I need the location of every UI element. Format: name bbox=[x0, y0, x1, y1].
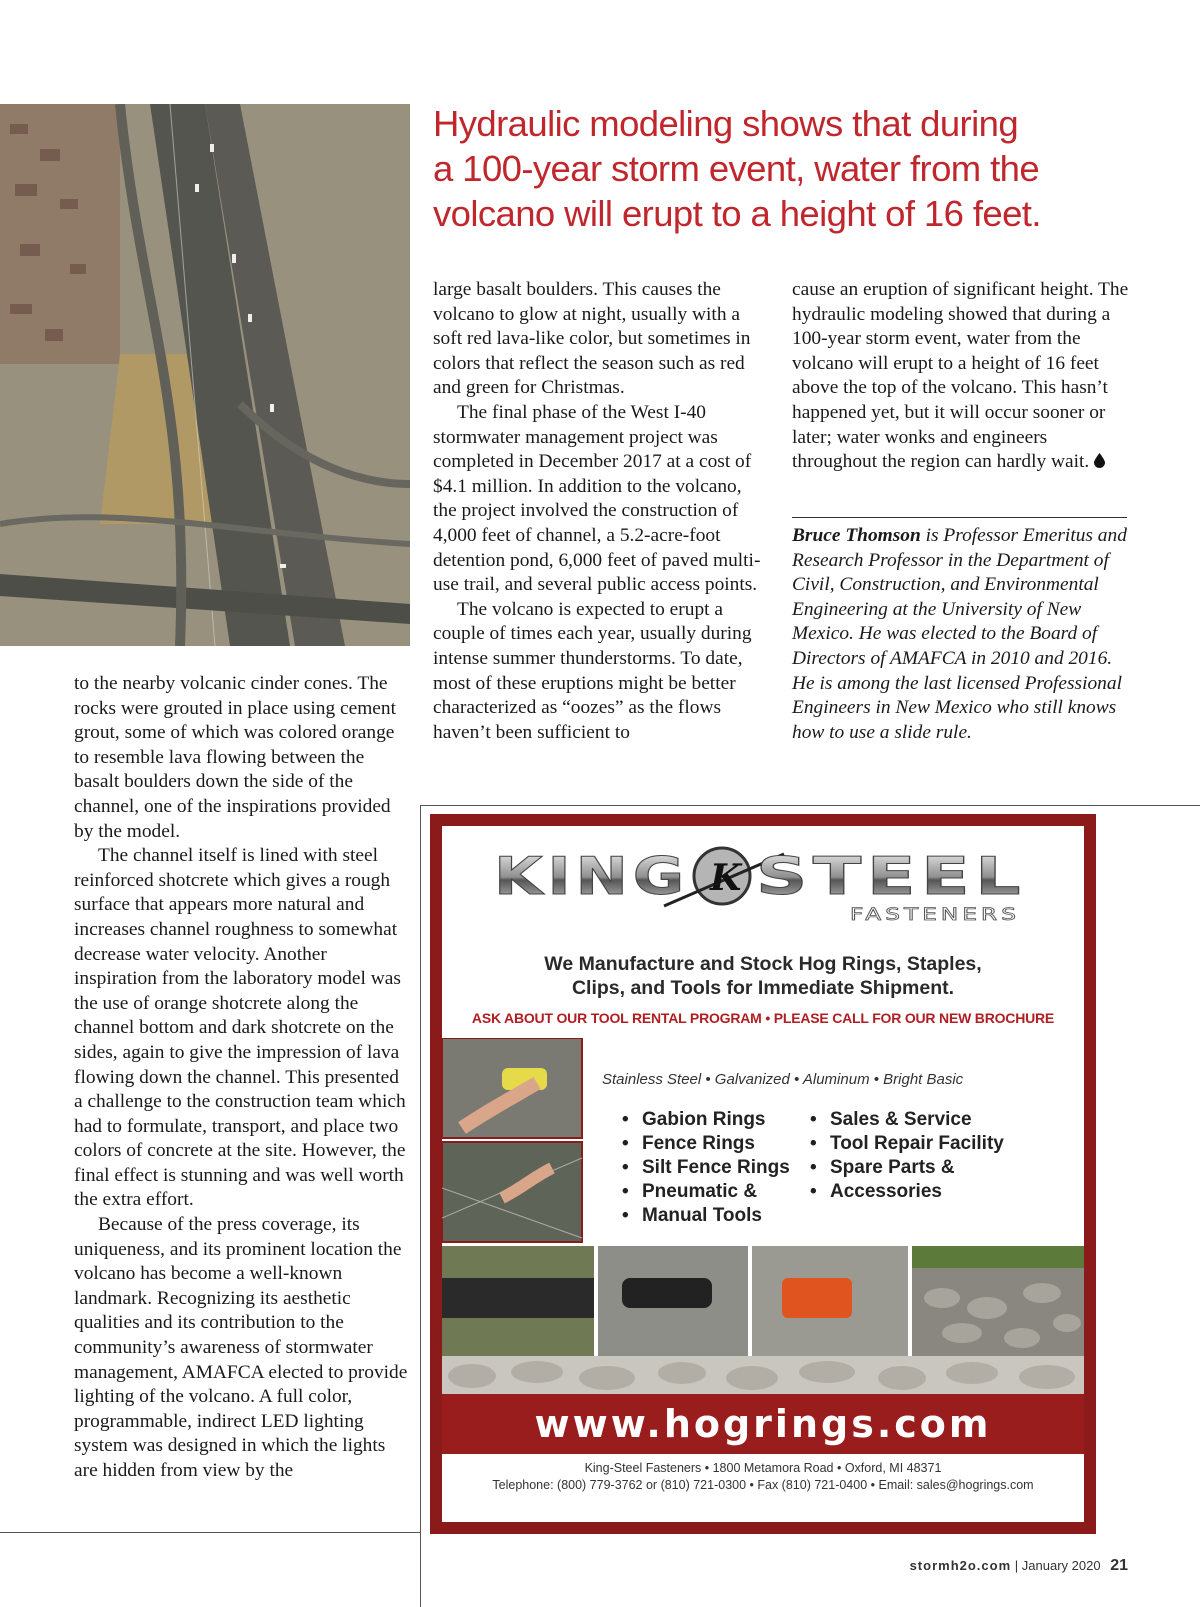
paragraph: The final phase of the West I-40 stormwater management project was completed in December 2017 at a cost of $4.1 million. In addition to the volcano, the project involved the construction of 4,000 feet of channel, a 5.2-acre-foot detention pond, 6,000 feet of paved multi-use trail, and several public access points. bbox=[433, 401, 761, 596]
bio-text: is Professor Emeritus and Research Professor in the Department of Civil, Construction, and Environmental Engineering at the University of New Mexico. He was elected to the Board of Directors of AMAFCA in 2010 and 2016. He is among the last licensed Professional Engineers in New Mexico who still knows how to use a slide rule. bbox=[792, 525, 1127, 743]
paragraph bbox=[792, 278, 1130, 475]
ad-callout: ASK ABOUT OUR TOOL RENTAL PROGRAM • PLEASE CALL FOR OUR NEW BROCHURE bbox=[471, 1010, 1055, 1026]
list-item: • Pneumatic & bbox=[622, 1180, 790, 1204]
ad-headline-line: We Manufacture and Stock Hog Rings, Staples, bbox=[544, 953, 982, 975]
ad-products-list bbox=[622, 1108, 790, 1228]
article-column-left bbox=[74, 672, 410, 1484]
list-item-continued: • Manual Tools bbox=[622, 1204, 790, 1228]
list-item: • Tool Repair Facility bbox=[810, 1132, 1004, 1156]
pull-quote-line: volcano will erupt to a height of 16 feet. bbox=[433, 193, 1041, 234]
article-column-middle bbox=[433, 278, 767, 745]
ad-headline bbox=[442, 952, 1084, 1000]
brand-king: KING bbox=[494, 847, 689, 907]
pull-quote bbox=[433, 101, 1133, 236]
page-number: 21 bbox=[1110, 1557, 1128, 1574]
pull-quote-line: Hydraulic modeling shows that during bbox=[433, 103, 1019, 144]
brand-emblem-letter: K bbox=[710, 857, 742, 899]
pull-quote-line: a 100-year storm event, water from the bbox=[433, 148, 1040, 189]
page-footer bbox=[910, 1557, 1128, 1575]
paragraph-text: cause an eruption of significant height. The hydraulic modeling showed that during a 100-year storm event, water from the volcano will erupt to a height of 16 feet above the top of the volcano. This hasn’t happened yet, but it will occur sooner or later; water wonks and engineers throughout the region can hardly wait. bbox=[792, 279, 1129, 473]
brand-steel: STEEL bbox=[756, 847, 1026, 907]
paragraph: The volcano is expected to erupt a couple of times each year, usually during intense summer thunderstorms. To date, most of these eruptions might be better characterized as “oozes” as the flows haven’t been sufficient to bbox=[433, 598, 752, 743]
list-item-continued: • Accessories bbox=[810, 1180, 1004, 1204]
list-item: • Gabion Rings bbox=[622, 1108, 790, 1132]
king-steel-advertisement bbox=[430, 814, 1096, 1534]
ad-contact bbox=[442, 1460, 1084, 1494]
paragraph: The channel itself is lined with steel reinforced shotcrete which gives a rough surface that appears more natural and increases channel roughness to somewhat decrease water velocity. Another inspiration from the laboratory model was the use of orange shotcrete along the channel bottom and dark shotcrete on the sides, again to give the impression of lava flowing down the channel. This presented a challenge to the construction team which had to formulate, transport, and place two colors of concrete at the site. However, the final effect is stunning and was well worth the extra effort. bbox=[74, 845, 406, 1211]
column-rule bbox=[0, 1532, 420, 1533]
list-item: • Spare Parts & bbox=[810, 1156, 1004, 1180]
author-name: Bruce Thomson bbox=[792, 525, 921, 546]
author-bio bbox=[792, 524, 1132, 745]
list-item: • Fence Rings bbox=[622, 1132, 790, 1156]
king-steel-logo bbox=[494, 846, 1034, 926]
water-drop-icon bbox=[1094, 453, 1105, 468]
list-item: • Silt Fence Rings bbox=[622, 1156, 790, 1180]
brand-fasteners: FASTENERS bbox=[850, 905, 1020, 925]
ad-frame-line bbox=[420, 805, 421, 1607]
footer-site: stormh2o.com bbox=[909, 1558, 1012, 1573]
ad-frame-line bbox=[420, 805, 1200, 806]
ad-website-link[interactable]: www.hogrings.com bbox=[534, 1402, 992, 1446]
aerial-highway-photo bbox=[0, 104, 410, 646]
ad-panel bbox=[442, 826, 1084, 1522]
paragraph: to the nearby volcanic cinder cones. The rocks were grouted in place using cement grout, some of which was colored orange to resemble lava flowing between the basalt boulders down the side of the channel, one of the inspirations provided by the model. bbox=[74, 673, 396, 842]
ad-phone-email: Telephone: (800) 779-3762 or (810) 721-0300 • Fax (810) 721-0400 • Email: sales@hogrings.com bbox=[492, 1478, 1034, 1492]
paragraph: large basalt boulders. This causes the volcano to glow at night, usually with a soft red lava-like color, but sometimes in colors that reflect the season such as red and green for Christmas. bbox=[433, 279, 751, 399]
ad-address: King-Steel Fasteners • 1800 Metamora Road • Oxford, MI 48371 bbox=[584, 1461, 942, 1475]
bio-divider bbox=[792, 517, 1127, 518]
ad-stone-texture bbox=[442, 1356, 1084, 1394]
ad-headline-line: Clips, and Tools for Immediate Shipment. bbox=[571, 977, 955, 999]
article-column-right bbox=[792, 278, 1130, 475]
ad-materials: Stainless Steel • Galvanized • Aluminum • Bright Basic bbox=[602, 1071, 964, 1088]
paragraph: Because of the press coverage, its uniqueness, and its prominent location the volcano has become a well-known landmark. Recognizing its aesthetic qualities and its contribution to the community’s awareness of stormwater management, AMAFCA elected to provide lighting of the volcano. A full color, programmable, indirect LED lighting system was designed in which the lights are hidden from view by the bbox=[74, 1214, 408, 1481]
footer-separator: | bbox=[1014, 1558, 1019, 1573]
footer-issue: January 2020 bbox=[1021, 1558, 1101, 1573]
list-item: • Sales & Service bbox=[810, 1108, 1004, 1132]
ad-services-list bbox=[810, 1108, 1004, 1204]
